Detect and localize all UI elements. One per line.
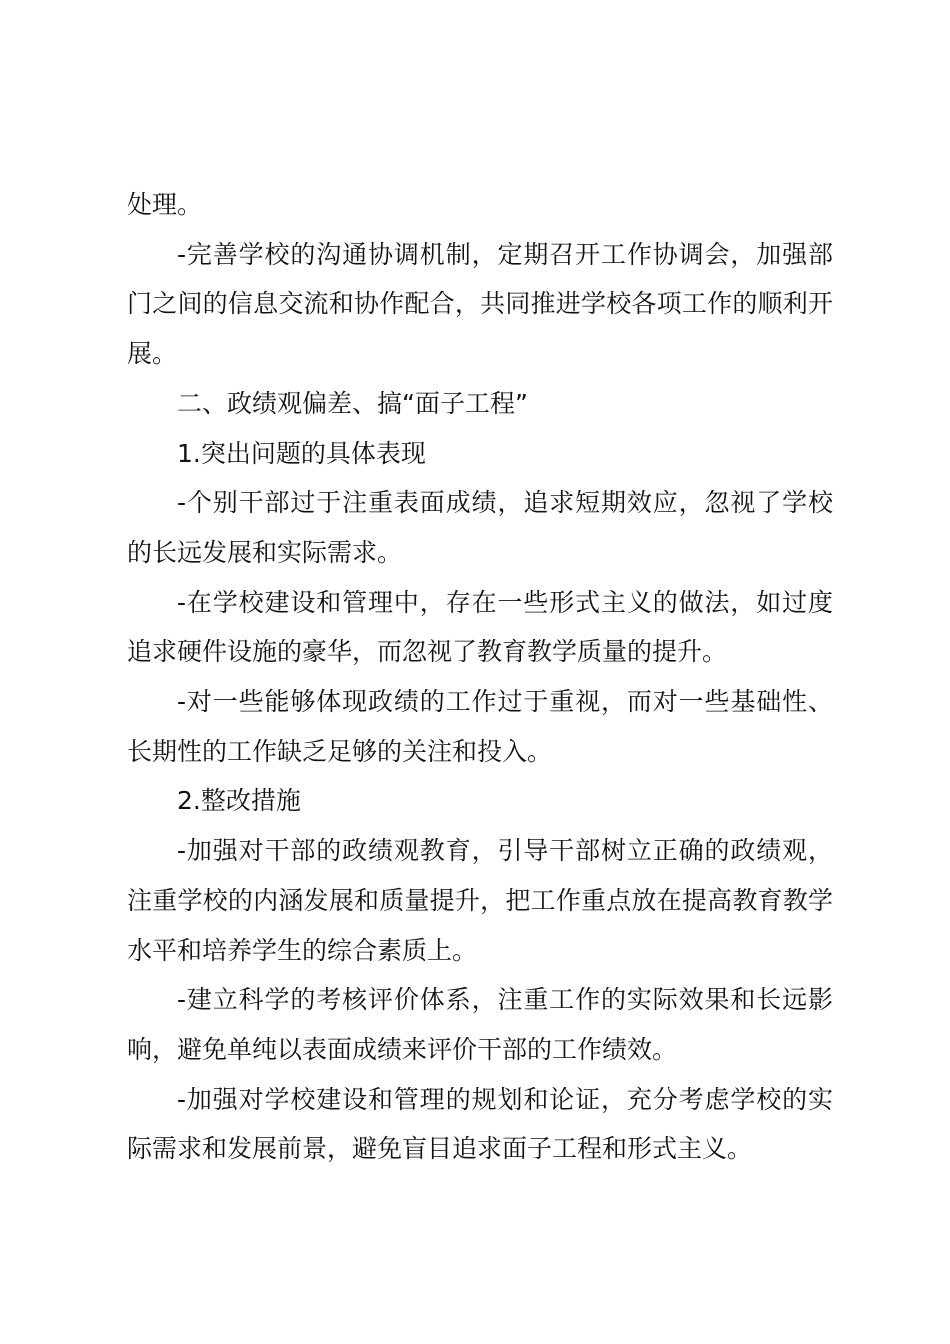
paragraph-measure-2: -建立科学的考核评价体系，注重工作的实际效果和长远影响，避免单纯以表面成绩来评价干部的工作绩效。 (127, 985, 833, 1064)
paragraph-measure-3: -加强对学校建设和管理的规划和论证，充分考虑学校的实际需求和发展前景，避免盲目追求面子工程和形式主义。 (127, 1084, 833, 1164)
paragraph-problem-2: -在学校建设和管理中，存在一些形式主义的做法，如过度追求硬件设施的豪华，而忽视了教育教学质量的提升。 (127, 587, 833, 667)
paragraph-problem-1: -个别干部过于注重表面成绩，追求短期效应，忽视了学校的长远发展和实际需求。 (127, 488, 833, 567)
section-heading-2: 二、政绩观偏差、搞“面子工程” (177, 388, 528, 418)
subheading-problems: 1.突出问题的具体表现 (177, 438, 426, 468)
paragraph-continuation: 处理。 (127, 190, 203, 219)
paragraph-measure-1: -加强对干部的政绩观教育，引导干部树立正确的政绩观，注重学校的内涵发展和质量提升，把工作重点放在提高教育教学水平和培养学生的综合素质上。 (127, 836, 833, 965)
document-body (127, 180, 833, 1174)
paragraph-measure-coordination: -完善学校的沟通协调机制，定期召开工作协调会，加强部门之间的信息交流和协作配合，共同推进学校各项工作的顺利开展。 (127, 239, 833, 369)
paragraph-problem-3: -对一些能够体现政绩的工作过于重视，而对一些基础性、长期性的工作缺乏足够的关注和投入。 (127, 687, 833, 766)
subheading-measures: 2.整改措施 (177, 786, 301, 816)
